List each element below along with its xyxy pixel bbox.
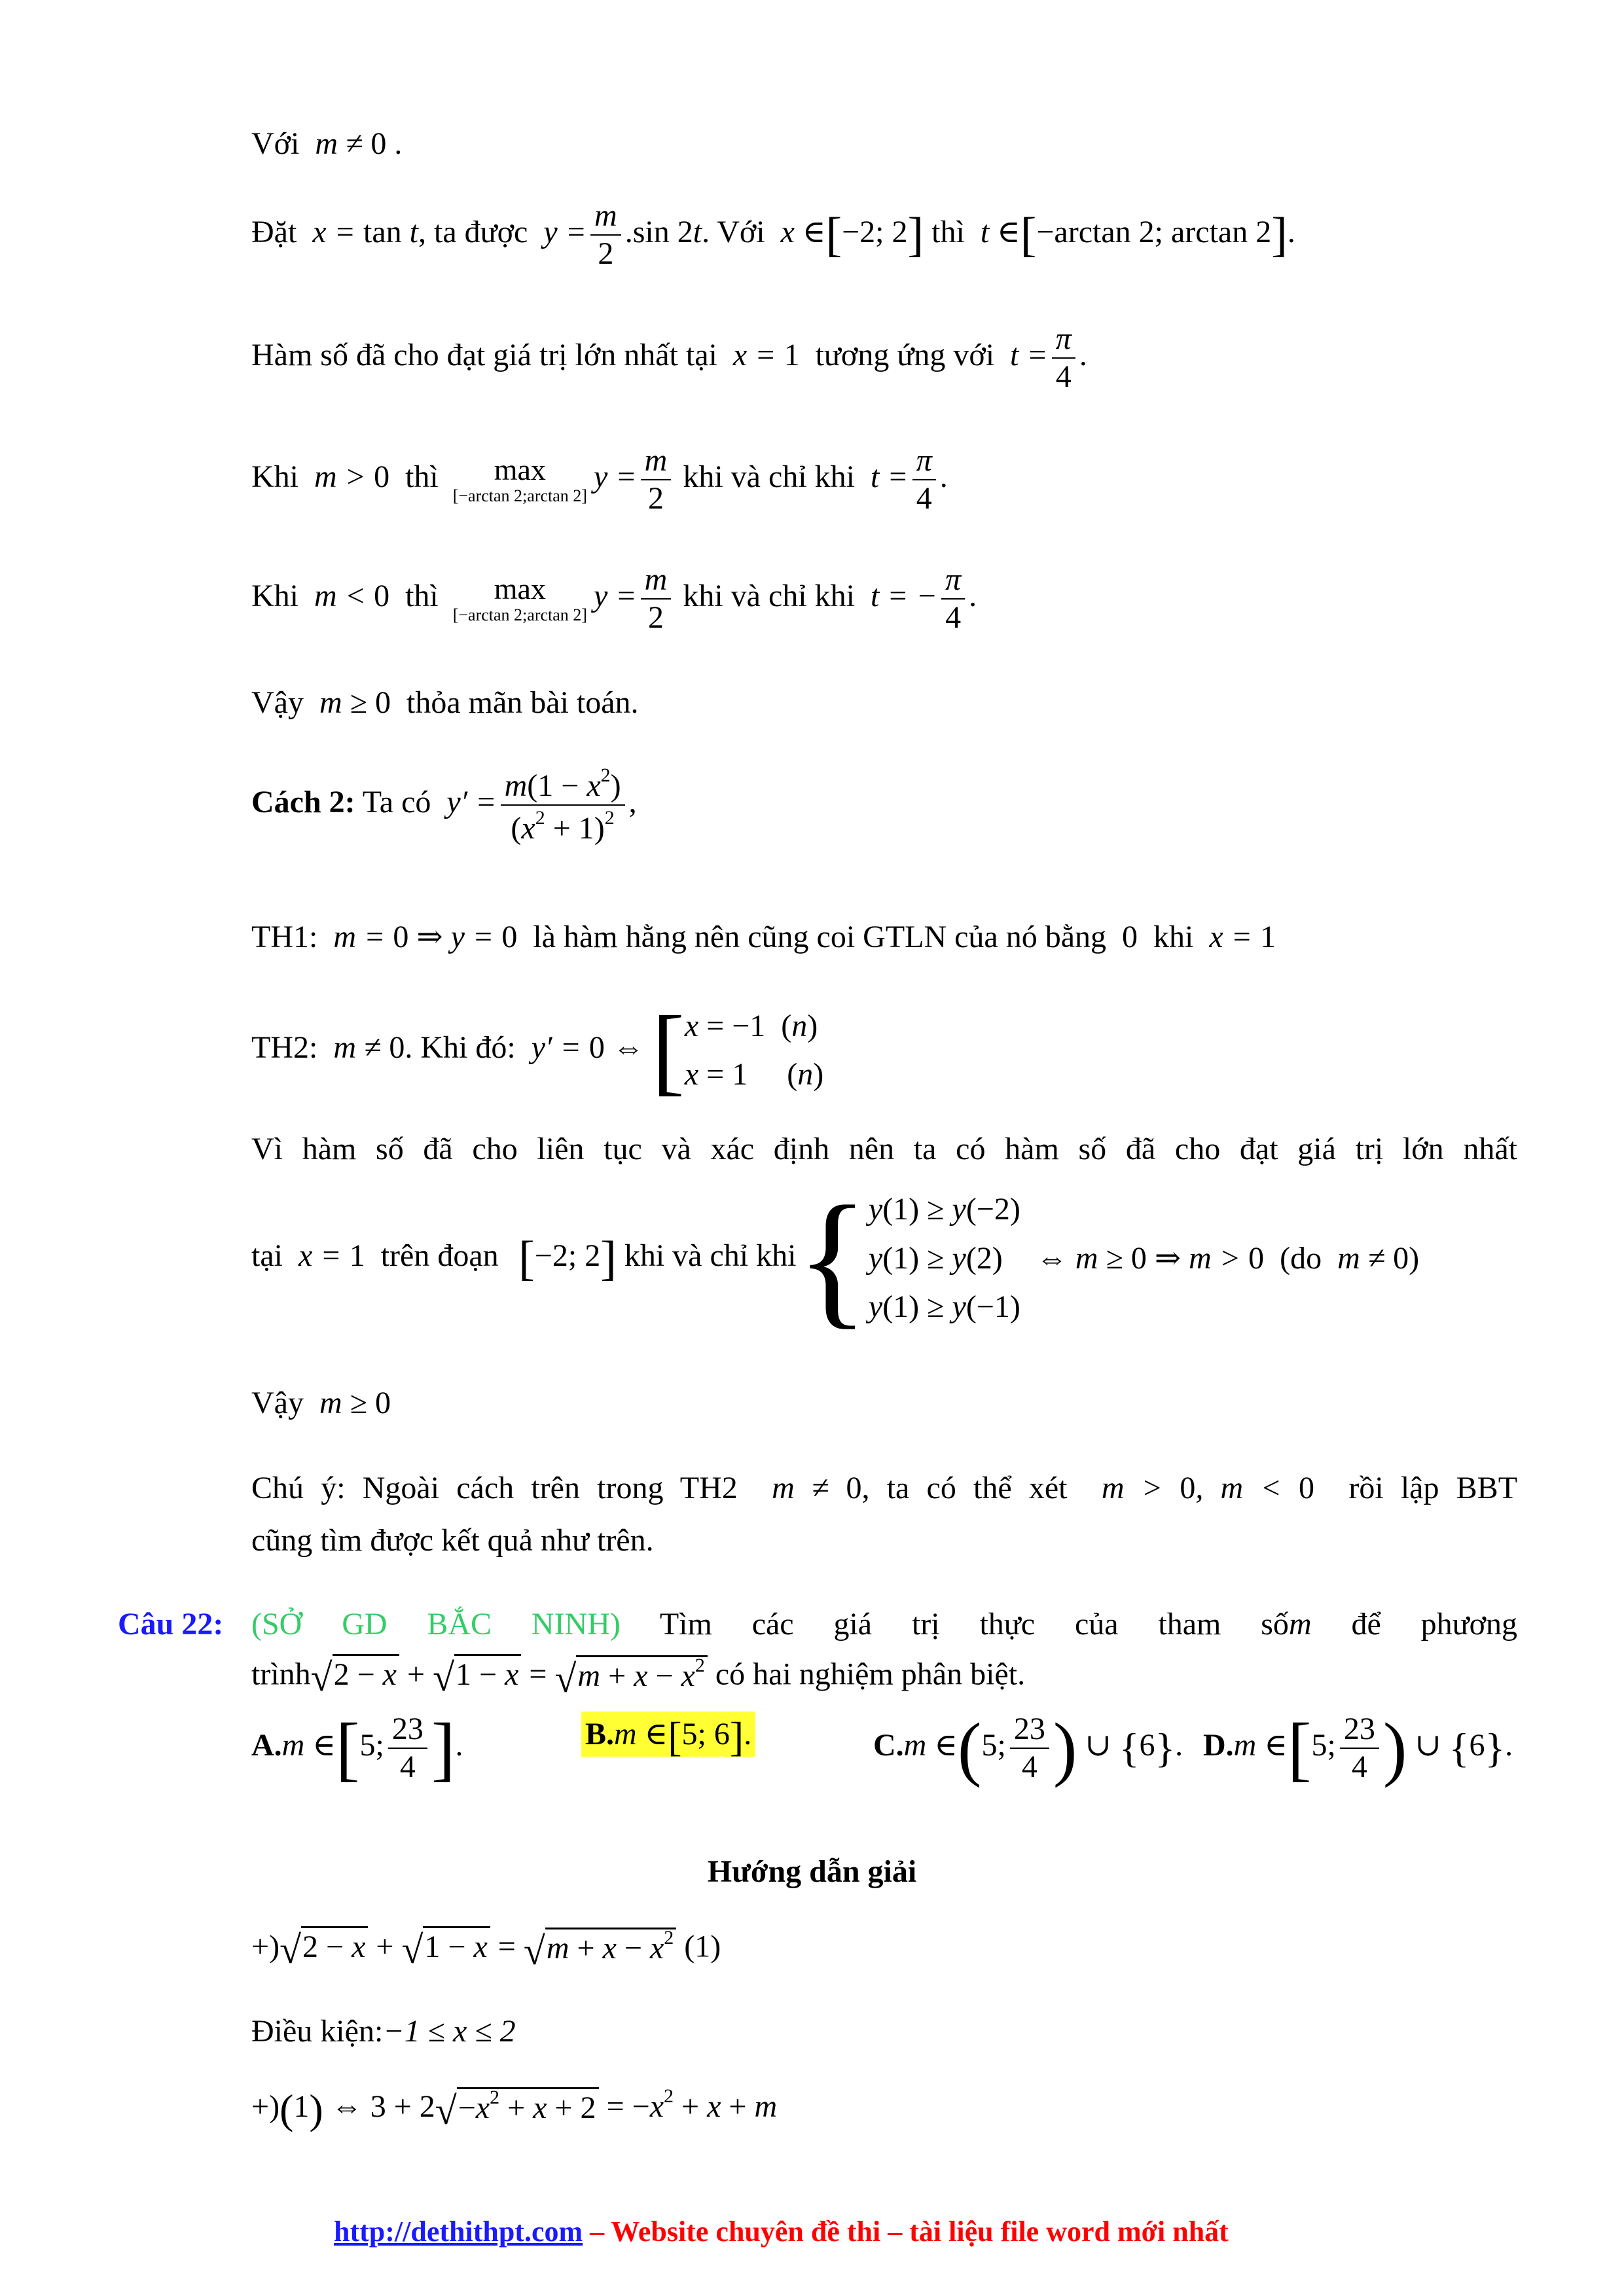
text: TH2: bbox=[251, 1030, 318, 1066]
line-8: TH1: m = 0 ⇒ y = 0 là hàm hằng nên cũng coi GTLN của nó bằng 0 khi x = 1 bbox=[251, 920, 1276, 954]
line-13: Chú ý: Ngoài cách trên trong TH2 m ≠ 0, ta có thể xét m > 0, m < 0 rồi lập BBT bbox=[251, 1471, 1518, 1505]
math: .sin 2t bbox=[624, 215, 702, 250]
solution-set: x = −1 (n) x = 1 (n) bbox=[684, 1008, 824, 1092]
text: khi và chỉ khi bbox=[683, 459, 855, 495]
fraction: $\frac{m}{2}$ bbox=[641, 445, 672, 514]
question-line-1: (SỞ GD BẮC NINH) Tìm các giá trị thực của tham sốm để phương bbox=[251, 1607, 1518, 1641]
text: tại bbox=[251, 1238, 283, 1274]
question-label bbox=[118, 1609, 223, 1640]
text: Khi bbox=[251, 579, 298, 614]
text: khi và chỉ khi bbox=[624, 1238, 797, 1274]
line-2: Đặt x = tan t, ta được y = $\frac{m}{2}$ .sin 2t. Với x ∈[−2; 2] thì t ∈[−arctan 2; arctan 2]. bbox=[251, 198, 1295, 271]
line-6: Vậy m ≥ 0 thỏa mãn bài toán. bbox=[251, 685, 639, 720]
text: TH1: bbox=[251, 920, 318, 954]
text: +) bbox=[251, 1929, 280, 1964]
option-label: D. bbox=[1203, 1728, 1234, 1763]
footer-text: – Website chuyên đề thi – tài liệu file word mới nhất bbox=[583, 2215, 1229, 2248]
text: (do bbox=[1280, 1241, 1322, 1276]
option-label: B. bbox=[585, 1717, 615, 1752]
math: x = 1 bbox=[725, 338, 800, 373]
math: y = bbox=[535, 215, 587, 250]
text: Đặt bbox=[251, 215, 297, 250]
fraction: $\frac{m(1 - x^2)}{(x^2 + 1)^2}$ bbox=[501, 766, 625, 844]
math: t = bbox=[1002, 338, 1048, 373]
text: , ta được bbox=[418, 215, 528, 250]
fraction: $\frac{m}{2}$ bbox=[590, 200, 621, 270]
text: thì bbox=[405, 579, 439, 614]
math: m ≠ 0 bbox=[307, 126, 387, 161]
math: x ∈ bbox=[772, 215, 826, 250]
text: rồi lập BBT bbox=[1348, 1471, 1518, 1505]
text: Hàm số đã cho đạt giá trị lớn nhất tại bbox=[251, 338, 717, 373]
text: thỏa mãn bài toán. bbox=[406, 685, 639, 720]
option-c: C.m ∈(5; $\frac{23}{4}$ ) ∪ {6}. bbox=[873, 1708, 1183, 1788]
max-operator: max [−arctan 2;arctan 2] bbox=[452, 572, 587, 624]
text: . Khi đó: bbox=[405, 1030, 516, 1066]
max-operator: max [−arctan 2;arctan 2] bbox=[452, 453, 587, 505]
text: Vì hàm số đã cho liên tục và xác định nên ta có hàm số đã cho đạt giá trị lớn nhất bbox=[251, 1132, 1517, 1166]
footer-link[interactable]: http://dethithpt.com bbox=[334, 2215, 583, 2248]
correct-answer-highlight: B.m ∈[5; 6]. bbox=[581, 1712, 755, 1757]
solution-line-3: +)(1) ⇔ $3 + 2√-x^2 + x + 2 = -x^2 + x + m$ bbox=[251, 2085, 778, 2133]
text: thì bbox=[405, 459, 439, 495]
math: t ∈ bbox=[972, 215, 1020, 250]
text: trình bbox=[251, 1657, 311, 1692]
option-label: A. bbox=[251, 1728, 282, 1763]
text: trên đoạn bbox=[380, 1238, 499, 1274]
line-4: Khi m > 0 thì max [−arctan 2;arctan 2] y = $\frac{m}{2}$ khi và chỉ khi t = $\frac{\pi}{4}$ . bbox=[251, 443, 948, 516]
text: để phương bbox=[1351, 1607, 1518, 1641]
solution-line-2: Điều kiện:−1 ≤ x ≤ 2 bbox=[251, 2014, 516, 2049]
question-source: (SỞ GD BẮC NINH) bbox=[251, 1607, 621, 1641]
text: Ta có bbox=[362, 785, 431, 820]
question-line-2: trình√2 − $x + √1 - x = √m + x - x^2$ có hai nghiệm phân biệt. bbox=[251, 1655, 1026, 1700]
text: . Với bbox=[702, 215, 765, 250]
text: Chú ý: Ngoài cách trên trong TH2 bbox=[251, 1471, 738, 1505]
math: x = tan t bbox=[304, 215, 418, 250]
text: Vậy bbox=[251, 1386, 304, 1420]
solution-heading: Hướng dẫn giải bbox=[707, 1854, 917, 1889]
inequality-system: y(1) ≥ y(−2) y(1) ≥ y(2) y(1) ≥ y(−1) bbox=[868, 1192, 1020, 1325]
text: thì bbox=[931, 215, 965, 250]
line-5: Khi m < 0 thì max [−arctan 2;arctan 2] y = $\frac{m}{2}$ khi và chỉ khi t = − $\frac{\pi}{4}$ . bbox=[251, 562, 977, 635]
text: Khi bbox=[251, 459, 298, 495]
line-10 bbox=[251, 1134, 1517, 1165]
option-a: A.m ∈[5; $\frac{23}{4}$ ]. bbox=[251, 1708, 463, 1788]
text: Tìm các giá trị thực của tham số bbox=[659, 1607, 1289, 1641]
footer bbox=[334, 2217, 1229, 2246]
text: có hai nghiệm phân biệt. bbox=[715, 1657, 1026, 1692]
text: tương ứng với bbox=[815, 338, 995, 373]
line-14 bbox=[251, 1525, 654, 1556]
text: khi và chỉ khi bbox=[683, 579, 855, 614]
method-label: Cách 2: bbox=[251, 785, 355, 820]
fraction: $\frac{m}{2}$ bbox=[641, 564, 672, 634]
line-9: TH2: m ≠ 0. Khi đó: y′ = 0 ⇔ [ x = −1 (n) x = 1 (n) bbox=[251, 996, 824, 1105]
text: Điều kiện: bbox=[251, 2014, 384, 2049]
option-b bbox=[581, 1713, 755, 1760]
text: +) bbox=[251, 2089, 280, 2124]
text: khi bbox=[1153, 920, 1194, 954]
question-number: Câu 22: bbox=[118, 1607, 224, 1641]
option-d: D.m ∈[5; $\frac{23}{4}$ ) ∪ {6}. bbox=[1203, 1708, 1513, 1788]
line-11: tại x = 1 trên đoạn [−2; 2] khi và chỉ khi{ y(1) ≥ y(−2) y(1) ≥ y(2) y(1) ≥ y(−1) ⇔ m ≥ 0 ⇒ m > 0 (do m ≠ 0) bbox=[251, 1175, 1420, 1342]
option-label: C. bbox=[873, 1728, 904, 1763]
text: cũng tìm được kết quả như trên. bbox=[251, 1523, 654, 1558]
fraction: $\frac{\pi}{4}$ bbox=[941, 564, 965, 634]
text: (1) bbox=[684, 1929, 721, 1964]
line-12: Vậy m ≥ 0 bbox=[251, 1386, 391, 1420]
fraction: $\frac{\pi}{4}$ bbox=[912, 445, 936, 514]
fraction: $\frac{\pi}{4}$ bbox=[1052, 323, 1075, 393]
math: −2; 2 bbox=[842, 215, 908, 250]
text: Với bbox=[251, 126, 300, 161]
math: m > 0 bbox=[306, 459, 390, 495]
text: Vậy bbox=[251, 685, 304, 720]
text: là hàm hằng nên cũng coi GTLN của nó bằng bbox=[533, 920, 1107, 954]
line-7: Cách 2: Ta có y′ = $\frac{m(1 - x^2)}{(x^2 + 1)^2}$ , bbox=[251, 764, 637, 846]
math: −arctan 2; arctan 2 bbox=[1036, 215, 1272, 250]
text: , ta có thể xét bbox=[861, 1471, 1068, 1505]
line-3: Hàm số đã cho đạt giá trị lớn nhất tại x = 1 tương ứng với t = $\frac{\pi}{4}$ . bbox=[251, 321, 1087, 394]
line-1: Với m ≠ 0 . bbox=[251, 126, 403, 161]
solution-line-1: $+)√2 - x + √1 - x = √m + x - x^2$ (1) bbox=[251, 1927, 721, 1973]
math: m < 0 bbox=[306, 579, 390, 614]
